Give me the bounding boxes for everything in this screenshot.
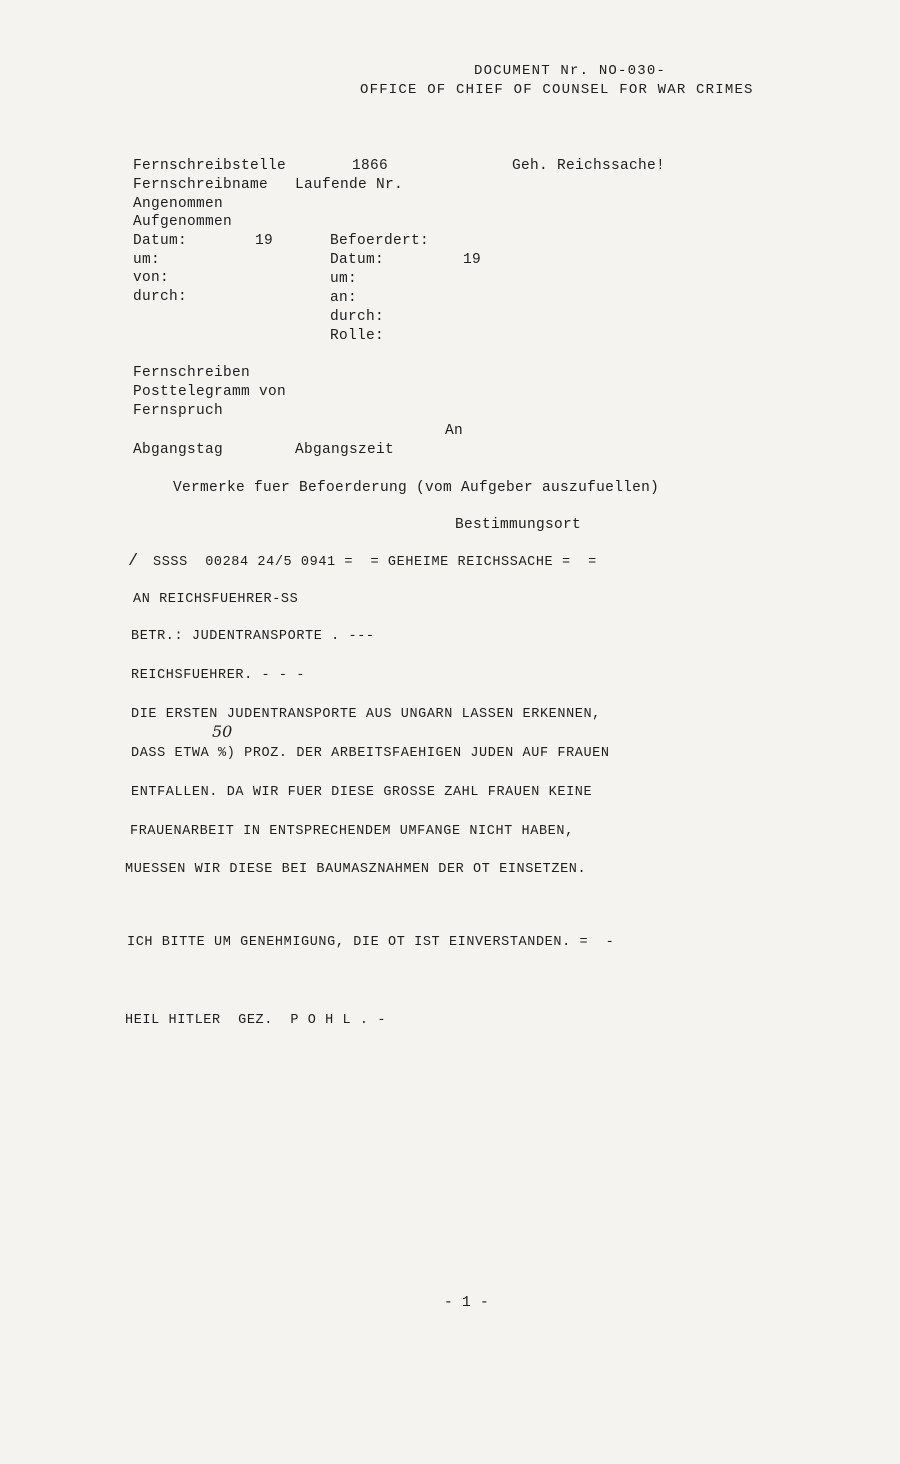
label-um-right: um: bbox=[330, 271, 358, 287]
message-line-7: ENTFALLEN. DA WIR FUER DIESE GROSSE ZAHL FRAUEN KEINE bbox=[131, 785, 593, 800]
label-von: von: bbox=[133, 270, 170, 286]
label-fernschreiben: Fernschreiben bbox=[133, 365, 251, 381]
label-an: an: bbox=[330, 290, 358, 306]
label-befoerdert: Befoerdert: bbox=[330, 233, 430, 249]
label-an-recipient: An bbox=[445, 423, 464, 439]
label-angenommen: Angenommen bbox=[133, 196, 224, 212]
page-number: - 1 - bbox=[444, 1295, 490, 1311]
year-right: 19 bbox=[463, 252, 482, 268]
message-signature: HEIL HITLER GEZ. P O H L . - bbox=[125, 1013, 387, 1028]
label-aufgenommen: Aufgenommen bbox=[133, 214, 233, 230]
document-number: DOCUMENT Nr. NO-030- bbox=[474, 63, 667, 79]
message-line-8: FRAUENARBEIT IN ENTSPRECHENDEM UMFANGE NICHT HABEN, bbox=[130, 824, 574, 839]
label-posttelegramm: Posttelegramm von bbox=[133, 384, 287, 400]
label-fernschreibname: Fernschreibname bbox=[133, 177, 269, 193]
label-datum-right: Datum: bbox=[330, 252, 385, 268]
classification: Geh. Reichssache! bbox=[512, 158, 666, 174]
message-line-5: DIE ERSTEN JUDENTRANSPORTE AUS UNGARN LASSEN ERKENNEN, bbox=[131, 707, 601, 722]
message-line-10: ICH BITTE UM GENEHMIGUNG, DIE OT IST EINVERSTANDEN. = - bbox=[127, 935, 615, 950]
label-datum-left: Datum: bbox=[133, 233, 188, 249]
label-abgangstag: Abgangstag bbox=[133, 442, 224, 458]
form-number: 1866 bbox=[352, 158, 389, 174]
year-left: 19 bbox=[255, 233, 274, 249]
message-line-9: MUESSEN WIR DIESE BEI BAUMASZNAHMEN DER OT EINSETZEN. bbox=[125, 862, 587, 877]
message-line-4: REICHSFUEHRER. - - - bbox=[131, 668, 306, 683]
message-line-1: SSSS 00284 24/5 0941 = = GEHEIME REICHSSACHE = = bbox=[153, 555, 597, 570]
label-durch-left: durch: bbox=[133, 289, 188, 305]
message-line-6: DASS ETWA %) PROZ. DER ARBEITSFAEHIGEN JUDEN AUF FRAUEN bbox=[131, 746, 610, 761]
office-title: OFFICE OF CHIEF OF COUNSEL FOR WAR CRIMES bbox=[360, 82, 754, 98]
label-rolle: Rolle: bbox=[330, 328, 385, 344]
label-abgangszeit: Abgangszeit bbox=[295, 442, 395, 458]
message-handmark: / bbox=[128, 552, 139, 571]
label-vermerke: Vermerke fuer Befoerderung (vom Aufgeber auszufuellen) bbox=[173, 480, 660, 496]
handwritten-correction: 50 bbox=[212, 722, 233, 741]
label-laufende-nr: Laufende Nr. bbox=[295, 177, 404, 193]
label-um-left: um: bbox=[133, 252, 161, 268]
label-bestimmungsort: Bestimmungsort bbox=[455, 517, 582, 533]
label-durch-right: durch: bbox=[330, 309, 385, 325]
label-fernspruch: Fernspruch bbox=[133, 403, 224, 419]
message-line-3: BETR.: JUDENTRANSPORTE . --- bbox=[131, 629, 375, 644]
label-fernschreibstelle: Fernschreibstelle bbox=[133, 158, 287, 174]
message-line-2: AN REICHSFUEHRER-SS bbox=[133, 592, 299, 607]
